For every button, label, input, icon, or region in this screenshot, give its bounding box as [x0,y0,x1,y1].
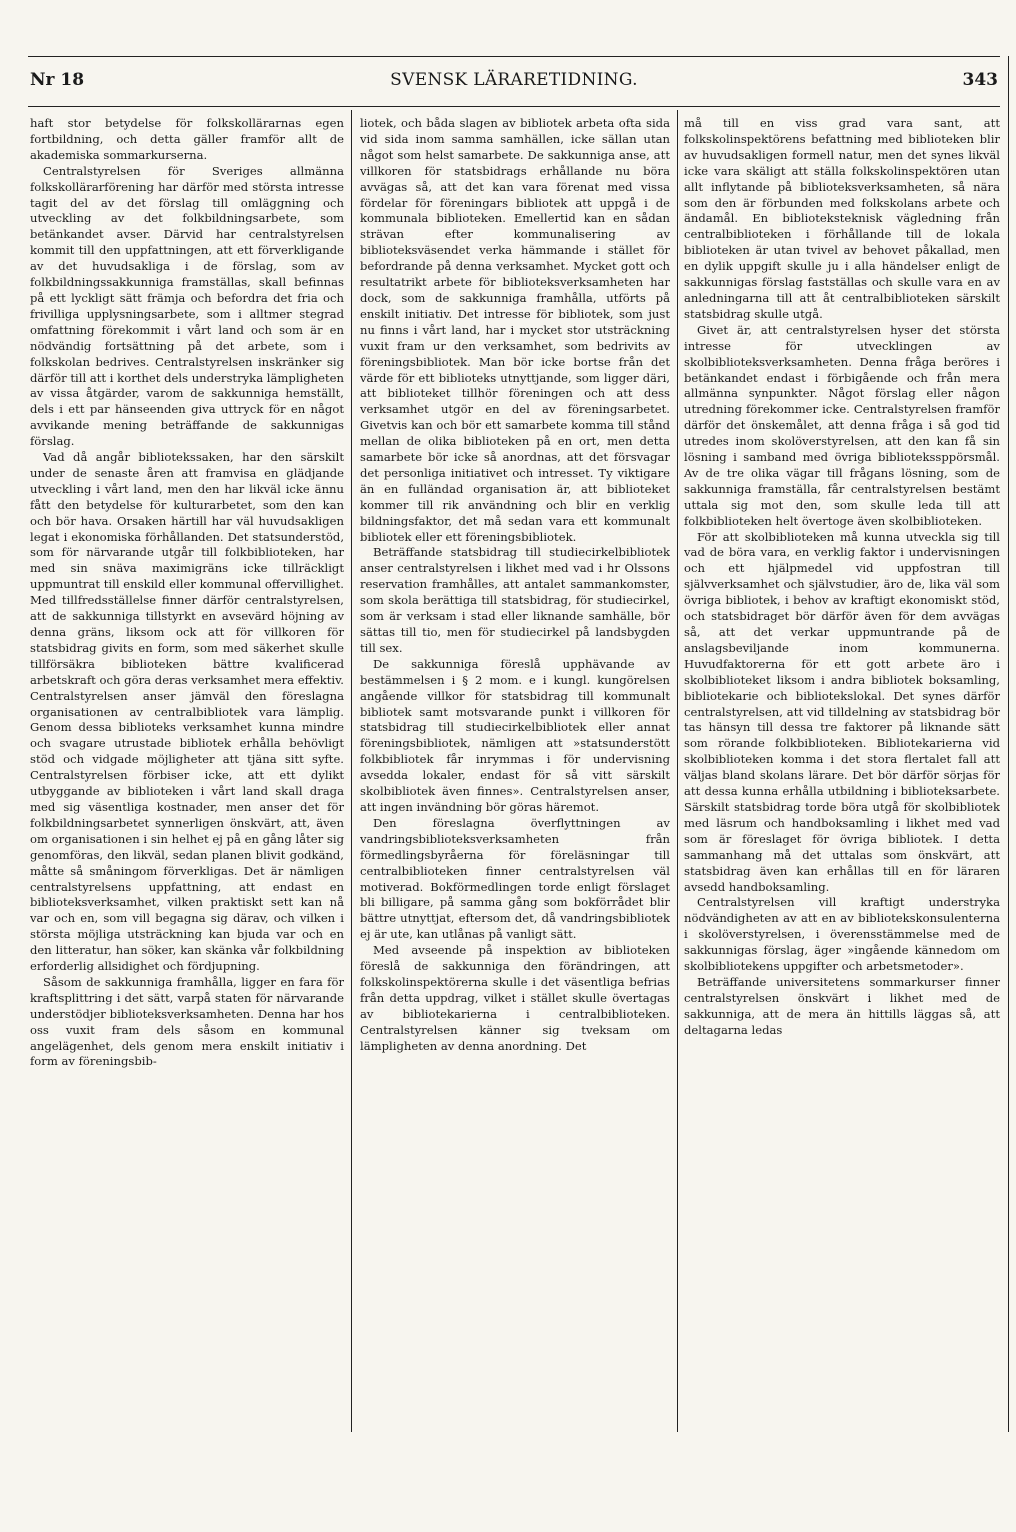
text-column-3 [684,116,1000,1428]
paragraph: Beträffande universitetens sommarkurser finner centralstyrelsen önskvärt i likhet med de sakkunniga, att de mera än hittills läggas så, att deltagarna ledas [684,974,1000,1037]
paragraph: Givet är, att centralstyrelsen hyser det största intresse för utvecklingen av skolbiblioteksverksamheten. Denna fråga beröres i betänkandet endast i förbigående och från mera allmänna synpunkter. Något förslag eller någon utredning förekommer icke. Centralstyrelsen framför därför det önskemålet, att denna fråga i så god tid utredes inom skolöverstyrelsen, att den kan få sin lösning i samband med övriga bibliotekssppörsmål. Av de tre olika vägar till frågans lösning, som de sakkunniga framställa, får centralstyrelsen bestämt uttala sig mot den, som skulle leda till att folkbiblioteken helt övertoge även skolbiblioteken. [684,322,1000,528]
paragraph: För att skolbiblioteken må kunna utveckla sig till vad de böra vara, en verklig faktor i undervisningen och ett hjälpmedel vid uppfostran till självverksamhet och självstudier, äro de, lika väl som övriga bibliotek, i behov av kraftigt ekonomiskt stöd, och statsbidraget bör därför även för dem avvägas så, att det verkar uppmuntrande på de anslagsbeviljande inom kommunerna. Huvudfaktorerna för ett gott arbete äro i skolbiblioteket liksom i andra bibliotek boksamling, bibliotekarie och bibliotekslokal. Det synes därför centralstyrelsen, att vid tilldelning av statsbidrag bör tas hänsyn till dessa tre faktorer på liknande sätt som rörande folkbiblioteken. Bibliotekarierna vid skolbiblioteken komma i det stora flertalet fall att väljas bland skolans lärare. Det bör därför sörjas för att dessa kunna erhålla utbildning i biblioteksarbete. Särskilt statsbidrag torde böra utgå för skolbibliotek med läsrum och handboksamling i likhet med vad som är föreslaget för övriga bibliotek. I detta sammanhang må det uttalas som önskvärt, att statsbidrag även kan erhållas till en för läraren avsedd handboksamling. [684,529,1000,894]
paragraph: De sakkunniga föreslå upphävande av bestämmelsen i § 2 mom. e i kungl. kungörelsen angående villkor för statsbidrag till kommunalt bibliotek samt motsvarande punkt i villkoren för statsbidrag till studiecirkelbibliotek eller annat föreningsbibliotek, nämligen att »statsunderstött folkbibliotek får inrymmas i för undervisning avsedda lokaler, endast för så vitt särskilt skolbibliotek även finnes». Centralstyrelsen anser, att ingen invändning bör göras häremot. [360,656,670,814]
header-rule [28,106,1000,107]
top-rule [28,56,1000,57]
paragraph: haft stor betydelse för folkskollärarnas egen fortbildning, och detta gäller framför allt de akademiska sommarkurserna. [30,116,344,162]
text-column-1 [30,116,344,1428]
paragraph: Vad då angår bibliotekssaken, har den särskilt under de senaste åren att framvisa en glädjande utveckling i vårt land, men den har likväl icke ännu fått den betydelse för kulturarbetet, som den kan och bör hava. Orsaken härtill har väl huvudsakligen legat i ekonomiska förhållanden. Det statsunderstöd, som för närvarande utgår till folkbiblioteken, har med sin snäva maximigräns icke tillräckligt uppmuntrat till enskild eller kommunal offervillighet. Med tillfredsställelse finner därför centralstyrelsen, att de sakkunniga tillstyrkt en avsevärd höjning av denna gräns, liksom ock att för villkoren för statsbidrag givits en form, som med säkerhet skulle tillförsäkra biblioteken bättre kvalificerad arbetskraft och göra deras verksamhet mera effektiv. Centralstyrelsen anser jämväl den föreslagna organisationen av centralbibliotek vara lämplig. Genom dessa biblioteks verksamhet kunna mindre och svagare utrustade bibliotek erhålla behövligt stöd och vidgade möjligheter att tjäna sitt syfte. Centralstyrelsen förbiser icke, att ett dylikt utbyggande av biblioteken i vårt land skall draga med sig väsentliga kostnader, men anser det för folkbildningsarbetet synnerligen önskvärt, att, även om organisationen i sin helhet ej på en gång låter sig genomföras, den likväl, sedan planen blivit godkänd, måtte så småningom förverkligas. Det är nämligen centralstyrelsens uppfattning, att endast en biblioteksverksamhet, vilken praktiskt sett kan nå var och en, som vill begagna sig därav, och vilken i största möjliga utsträckning kan bjuda var och en den litteratur, han söker, kan skänka vår folkbildning erforderlig allsidighet och fördjupning. [30,450,344,974]
page-number: 343 [962,70,998,90]
column-divider [677,110,678,1432]
journal-title: SVENSK LÄRARETIDNING. [390,70,638,90]
paragraph: liotek, och båda slagen av bibliotek arbeta ofta sida vid sida inom samma samhällen, icke sällan utan något som helst samarbete. De sakkunniga anse, att villkoren för statsbidrags erhållande nu böra avvägas så, att det kan vara förenat med vissa fördelar för föreningars bibliotek att uppgå i de kommunala biblioteken. Emellertid kan en sådan strävan efter kommunalisering av biblioteksväsendet verka hämmande i stället för befordrande på denna verksamhet. Mycket gott och resultatrikt arbete för biblioteksverksamheten har dock, som de sakkunniga framhålla, utförts på enskilt initiativ. Det intresse för bibliotek, som just nu finns i vårt land, har i mycket stor utsträckning vuxit fram ur den verksamhet, som bedrivits av föreningsbibliotek. Man bör icke bortse från det värde för ett biblioteks utnyttjande, som ligger däri, att biblioteket tillhör föreningen och att dess verksamhet utgör en del av föreningsarbetet. Givetvis kan och bör ett samarbete komma till stånd mellan de olika biblioteken på en ort, men detta samarbete bör icke så anordnas, att det försvagar det personliga initiativet och intresset. Ty viktigare än en fulländad organisation är, att biblioteket kommer till rik användning och blir en verklig bildningsfaktor, det må sedan vara ett kommunalt bibliotek eller ett föreningsbibliotek. [360,116,670,544]
paragraph: Med avseende på inspektion av biblioteken föreslå de sakkunniga den förändringen, att folkskolinspektörerna skulle i det väsentliga befrias från detta uppdrag, vilket i stället skulle övertagas av bibliotekarierna i centralbiblioteken. Centralstyrelsen känner sig tveksam om lämpligheten av denna anordning. Det [360,943,670,1053]
newspaper-page [28,56,1000,1416]
paragraph: Beträffande statsbidrag till studiecirkelbibliotek anser centralstyrelsen i likhet med vad i hr Olssons reservation framhålles, att antalet sammankomster, som skola berättiga till statsbidrag, för studiecirkel, som är verksam i stad eller liknande samhälle, bör sättas till tio, men för studiecirkel på landsbygden till sex. [360,545,670,655]
paragraph: Centralstyrelsen för Sveriges allmänna folkskollärarförening har därför med största intresse tagit del av det förslag till omläggning och utveckling av det folkbildningsarbete, som betänkandet avser. Därvid har centralstyrelsen kommit till den uppfattningen, att ett förverkligande av det huvudsakliga i de förslag, som av folkbildningssakkunniga framställas, skall befinnas på ett lyckligt sätt främja och befordra det fria och frivilliga upplysningsarbete, som i alltmer stegrad omfattning förekommit i vårt land och som är en nödvändig fortsättning på det arbete, som i folkskolan bedrives. Centralstyrelsen inskränker sig därför till att i korthet dels understryka lämpligheten av vissa åtgärder, varom de sakkunniga hemställt, dels i ett par hänseenden giva uttryck för en något avvikande mening beträffande de sakkunnigas förslag. [30,163,344,449]
paragraph: Den föreslagna överflyttningen av vandringsbiblioteksverksamheten från förmedlingsbyråerna för föreläsningar till centralbiblioteken finner centralstyrelsen väl motiverad. Bokförmedlingen torde enligt förslaget bli billigare, på samma gång som bokförrådet blir bättre utnyttjat, eftersom det, då vandringsbibliotek ej är ute, kan utlånas på vanligt sätt. [360,815,670,942]
issue-number: Nr 18 [30,70,85,90]
right-frame-rule [1008,56,1009,1432]
paragraph: Såsom de sakkunniga framhålla, ligger en fara för kraftsplittring i det sätt, varpå staten för närvarande understödjer biblioteksverksamheten. Denna har hos oss vuxit fram dels såsom en kommunal angelägenhet, dels genom mera enskilt initiativ i form av föreningsbib- [30,974,344,1069]
text-column-2 [360,116,670,1428]
running-header [28,70,1000,98]
paragraph: må till en viss grad vara sant, att folkskolinspektörens befattning med biblioteken blir av huvudsakligen formell natur, men det synes likväl icke vara skäligt att ställa folkskolinspektören utan allt inflytande på biblioteksverksamheten, så nära som den är förbunden med folkskolans arbete och ändamål. En biblioteksteknisk vägledning från centralbiblioteken i förhållande till de lokala biblioteken är utan tvivel av behovet påkallad, men en dylik uppgift skulle ju i alla händelser enligt de sakkunnigas förslag fastställas och skulle vara en av anledningarna till att åt centralbiblioteken särskilt statsbidrag skulle utgå. [684,116,1000,321]
paragraph: Centralstyrelsen vill kraftigt understryka nödvändigheten av att en av bibliotekskonsulenterna i skolöverstyrelsen, i överensstämmelse med de sakkunnigas förslag, äger »ingående kännedom om skolbibliotekens uppgifter och arbetsmetoder». [684,895,1000,974]
column-divider [351,110,352,1432]
